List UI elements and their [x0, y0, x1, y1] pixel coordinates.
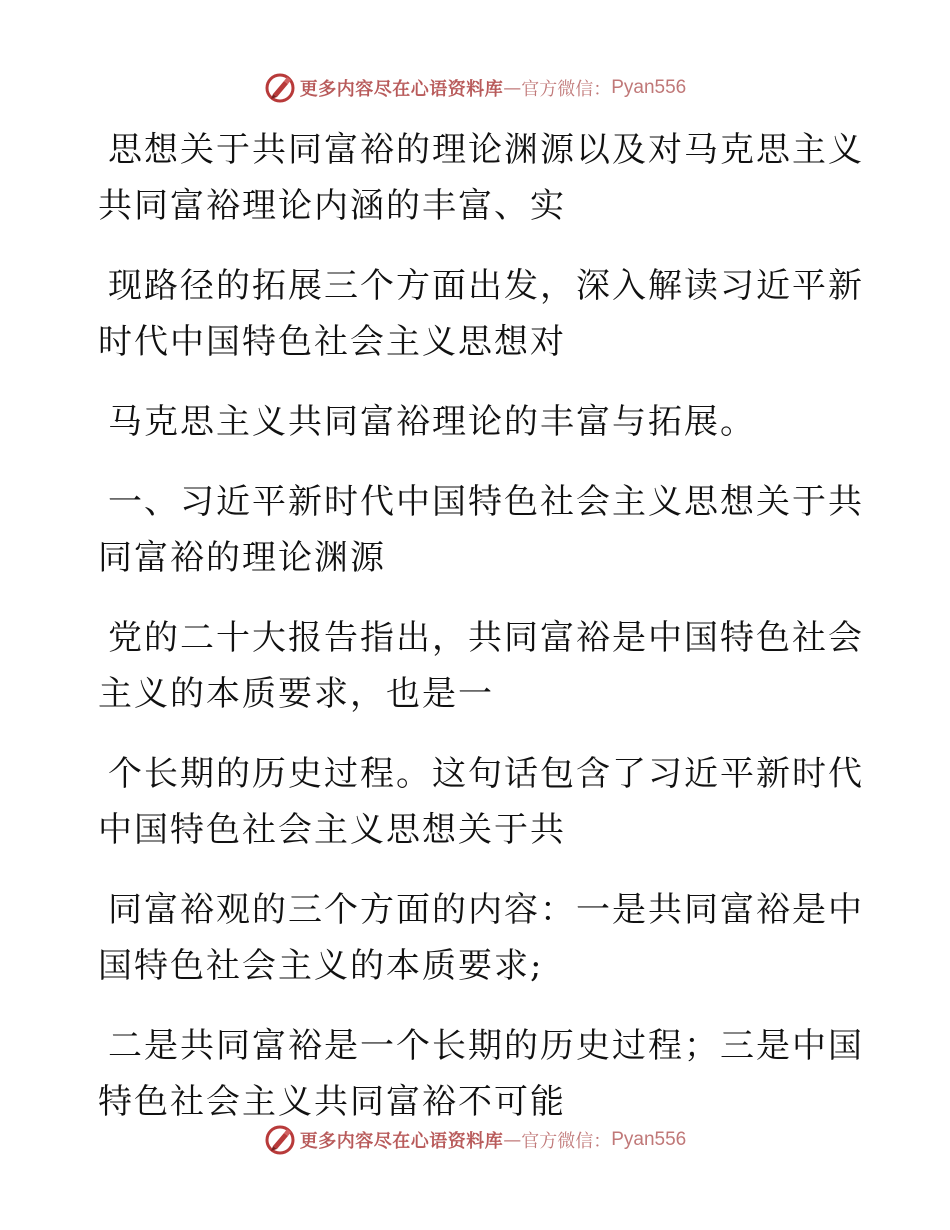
- banner-dash: —: [503, 1129, 522, 1151]
- text-line: 二是共同富裕是一个长期的历史过程；三是中国: [108, 1026, 864, 1066]
- text-line: 现路径的拓展三个方面出发，深入解读习近平新: [108, 266, 864, 306]
- banner-label: 官方微信：: [521, 79, 612, 100]
- document-body: [0, 122, 950, 1154]
- text-line: 马克思主义共同富裕理论的丰富与拓展。: [108, 402, 756, 442]
- paragraph: [0, 610, 950, 722]
- text-line: 国特色社会主义的本质要求;: [98, 946, 544, 986]
- paragraph: [0, 882, 950, 994]
- paragraph: [0, 746, 950, 858]
- text-line: 中国特色社会主义思想关于共: [98, 810, 566, 850]
- banner-label: 官方微信：: [521, 1131, 612, 1152]
- text-line: 一、习近平新时代中国特色社会主义思想关于共: [108, 482, 864, 522]
- footer-banner: [0, 1120, 950, 1160]
- paragraph: [0, 122, 950, 234]
- text-line: 时代中国特色社会主义思想对: [98, 322, 566, 362]
- banner-main-text: 更多内容尽在心语资料库: [299, 79, 504, 100]
- text-line: 主义的本质要求，也是一: [98, 674, 494, 714]
- text-line: 个长期的历史过程。这句话包含了习近平新时代: [108, 754, 864, 794]
- text-line: 共同富裕理论内涵的丰富、实: [98, 186, 566, 226]
- pen-logo-icon: [264, 72, 296, 104]
- paragraph: [0, 394, 950, 450]
- header-banner: [0, 68, 950, 108]
- paragraph: [0, 258, 950, 370]
- banner-wechat-id: Pyan556: [611, 1129, 687, 1150]
- banner-main-text: 更多内容尽在心语资料库: [299, 1131, 504, 1152]
- text-line: 同富裕的理论渊源: [98, 538, 386, 578]
- banner-dash: —: [503, 77, 522, 99]
- section-heading: [0, 474, 950, 586]
- text-line: 思想关于共同富裕的理论渊源以及对马克思主义: [108, 130, 864, 170]
- paragraph: [0, 1018, 950, 1130]
- text-line: 同富裕观的三个方面的内容：一是共同富裕是中: [108, 890, 864, 930]
- pen-logo-icon: [264, 1124, 296, 1156]
- text-line: 党的二十大报告指出，共同富裕是中国特色社会: [108, 618, 864, 658]
- banner-wechat-id: Pyan556: [611, 77, 687, 98]
- text-line: 特色社会主义共同富裕不可能: [98, 1082, 566, 1122]
